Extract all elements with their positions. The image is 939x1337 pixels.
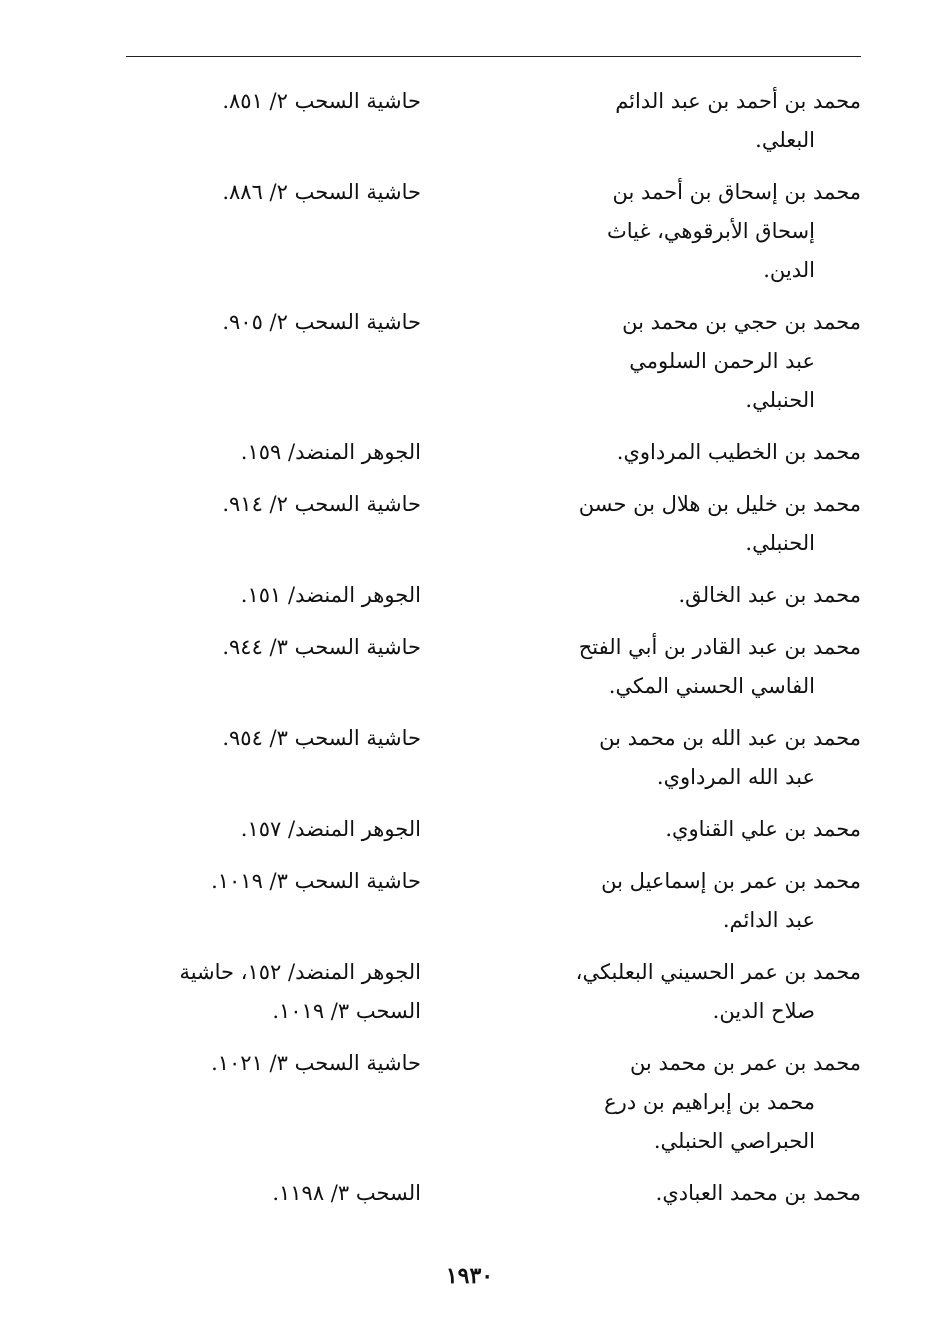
entry-reference [121,953,421,1031]
entry-name-line: محمد بن عمر بن محمد بن [629,1051,861,1075]
entry-reference-line: الجوهر المنضد/ ١٥٢، حاشية [179,960,421,984]
entry-name [536,485,861,563]
entry-reference-line: حاشية السحب ٢/ ٩٠٥. [222,310,421,334]
entry-reference [121,173,421,212]
entry-name-line: عبد الله المرداوي. [656,765,815,789]
entry-reference-line: السحب ٣/ ١٠١٩. [272,999,421,1023]
entry-reference [121,576,421,615]
entry-name-line: الحنبلي. [745,531,815,555]
entry-name-line: محمد بن عمر بن إسماعيل بن [601,869,861,893]
entry-name-line: محمد بن إسحاق بن أحمد بن [612,180,861,204]
entry-name-line: صلاح الدين. [712,999,815,1023]
entry-name [536,576,861,615]
entry-name-line: محمد بن محمد العبادي. [655,1181,861,1205]
entry-name [536,810,861,849]
page-number: ١٩٣٠ [445,1263,494,1289]
entry-reference [121,1174,421,1213]
entry-name-line: محمد بن علي القناوي. [665,817,861,841]
entry-reference [121,303,421,342]
entry-name-line: الفاسي الحسني المكي. [608,674,815,698]
entry-name-line: محمد بن عبد القادر بن أبي الفتح [578,635,861,659]
entry-reference-line: الجوهر المنضد/ ١٥١. [240,583,421,607]
entry-reference [121,628,421,667]
entry-name-line: محمد بن الخطيب المرداوي. [616,440,861,464]
entry-reference-line: حاشية السحب ٢/ ٩١٤. [222,492,421,516]
entry-reference-line: حاشية السحب ٣/ ٩٤٤. [222,635,421,659]
entry-name-line: إسحاق الأبرقوهي، غياث [606,219,815,243]
entry-name-line: البعلي. [755,128,815,152]
entry-name [536,82,861,160]
entry-reference [121,1044,421,1083]
entry-reference-line: حاشية السحب ٣/ ١٠١٩. [211,869,421,893]
entry-name-line: الحبراصي الحنبلي. [653,1129,815,1153]
entry-name [536,953,861,1031]
entry-reference [121,810,421,849]
entry-reference [121,433,421,472]
entry-reference [121,719,421,758]
entry-name-line: محمد بن أحمد بن عبد الدائم [615,89,861,113]
entry-reference-line: السحب ٣/ ١١٩٨. [272,1181,421,1205]
entry-name-line: محمد بن عبد الله بن محمد بن [599,726,861,750]
entry-name-line: محمد بن عبد الخالق. [678,583,861,607]
entry-name [536,719,861,797]
entry-reference [121,485,421,524]
entry-name-line: الحنبلي. [745,388,815,412]
entry-name [536,1044,861,1161]
entry-name-line: محمد بن إبراهيم بن درع [604,1090,815,1114]
entry-name [536,862,861,940]
entry-reference-line: الجوهر المنضد/ ١٥٩. [240,440,421,464]
entry-name-line: عبد الرحمن السلومي [629,349,815,373]
entry-name [536,1174,861,1213]
entry-reference-line: حاشية السحب ٣/ ١٠٢١. [211,1051,421,1075]
entry-name-line: الدين. [763,258,815,282]
entry-name [536,173,861,290]
top-rule [126,56,861,57]
entry-name-line: محمد بن حجي بن محمد بن [622,310,861,334]
entry-reference [121,82,421,121]
entry-name [536,628,861,706]
entry-name-line: محمد بن عمر الحسيني البعلبكي، [575,960,861,984]
entry-reference-line: الجوهر المنضد/ ١٥٧. [240,817,421,841]
entry-reference-line: حاشية السحب ٢/ ٨٨٦. [222,180,421,204]
entry-name [536,303,861,420]
entry-name [536,433,861,472]
entry-name-line: عبد الدائم. [722,908,815,932]
entry-reference-line: حاشية السحب ٣/ ٩٥٤. [222,726,421,750]
entry-name-line: محمد بن خليل بن هلال بن حسن [578,492,861,516]
entry-reference-line: حاشية السحب ٢/ ٨٥١. [222,89,421,113]
entry-reference [121,862,421,901]
